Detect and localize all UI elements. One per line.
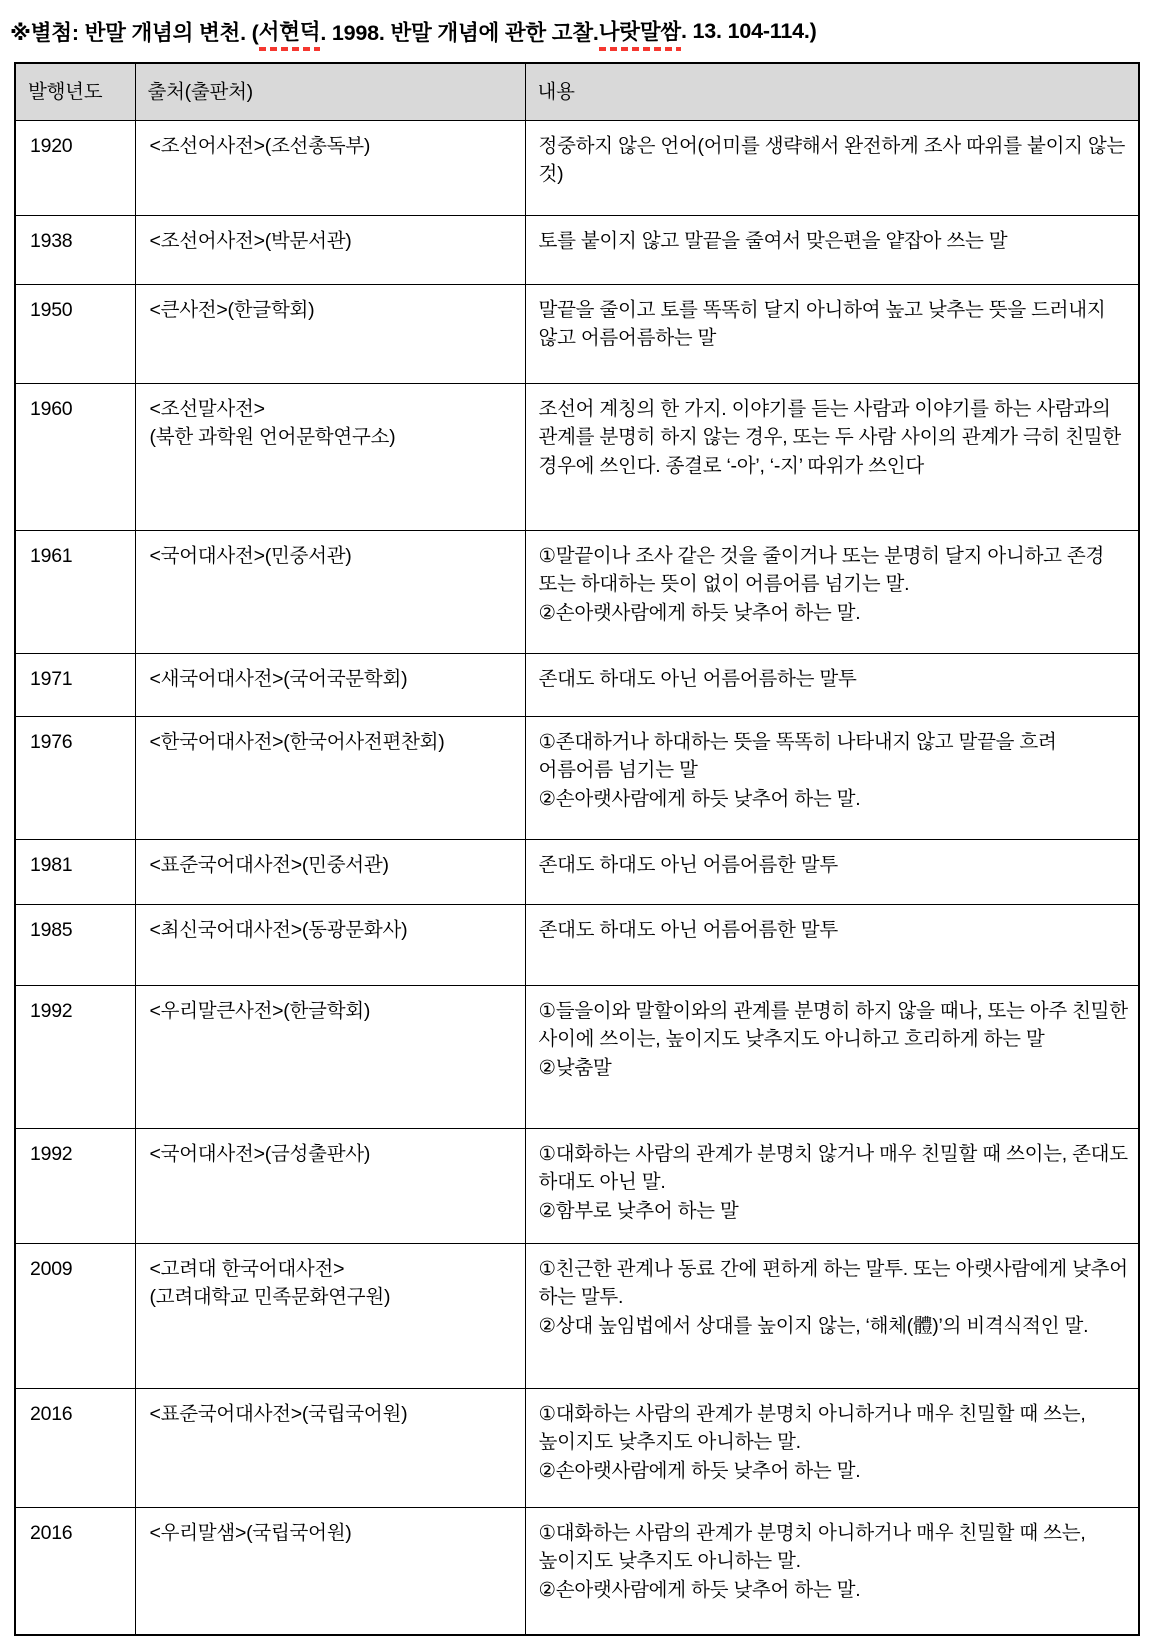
table-row xyxy=(15,384,1139,531)
table-row xyxy=(15,1244,1139,1389)
cell-content xyxy=(525,384,1139,531)
cell-year: 2009 xyxy=(15,1244,135,1389)
content-line: 조선어 계칭의 한 가지. 이야기를 듣는 사람과 이야기를 하는 사람과의 관계를 분명히 하지 않는 경우, 또는 두 사람 사이의 관계가 극히 친밀한 경우에 쓰인다. 종결로 ‘-아’, ‘-지’ 따위가 쓰인다 xyxy=(538,398,1121,477)
source-line: (북한 과학원 언어문학연구소) xyxy=(149,426,396,449)
cell-year: 1920 xyxy=(15,121,135,216)
variation-table xyxy=(14,62,1140,1636)
table-row xyxy=(15,1508,1139,1636)
source-line: (고려대학교 민족문화연구원) xyxy=(149,1286,391,1309)
cell-content xyxy=(525,840,1139,905)
title-underlined-segment: 나랏말쌈 xyxy=(599,15,681,47)
table-row xyxy=(15,121,1139,216)
column-header-content: 내용 xyxy=(525,63,1139,121)
content-line: ①존대하거나 하대하는 뜻을 똑똑히 나타내지 않고 말끝을 흐려 어름어름 넘기는 말 xyxy=(538,731,1057,782)
content-line: ①대화하는 사람의 관계가 분명치 아니하거나 매우 친밀할 때 쓰는, 높이지도 낮추지도 아니하는 말. xyxy=(538,1522,1086,1573)
cell-source xyxy=(135,717,525,840)
cell-content xyxy=(525,905,1139,986)
table-row xyxy=(15,840,1139,905)
content-line: ②손아랫사람에게 하듯 낮추어 하는 말. xyxy=(538,601,861,624)
cell-content xyxy=(525,1389,1139,1508)
table-header-row xyxy=(15,63,1139,121)
source-line: <표준국어대사전>(국립국어원) xyxy=(149,1403,408,1425)
column-header-source: 출처(출판처) xyxy=(135,63,525,121)
content-line: ①들을이와 말할이와의 관계를 분명히 하지 않을 때나, 또는 아주 친밀한 사이에 쓰이는, 높이지도 낮추지도 아니하고 흐리하게 하는 말 xyxy=(538,1000,1128,1051)
cell-source xyxy=(135,1244,525,1389)
cell-year: 1976 xyxy=(15,717,135,840)
cell-source xyxy=(135,905,525,986)
cell-source xyxy=(135,216,525,285)
table-row xyxy=(15,1129,1139,1244)
content-line: ①대화하는 사람의 관계가 분명치 아니하거나 매우 친밀할 때 쓰는, 높이지도 낮추지도 아니하는 말. xyxy=(538,1403,1086,1454)
cell-content xyxy=(525,216,1139,285)
source-line: <조선말사전> xyxy=(149,398,265,420)
content-line: ②상대 높임법에서 상대를 높이지 않는, ‘해체(體)’의 비격식적인 말. xyxy=(538,1314,1089,1337)
cell-source xyxy=(135,285,525,384)
cell-year: 1981 xyxy=(15,840,135,905)
cell-source xyxy=(135,986,525,1129)
cell-content xyxy=(525,285,1139,384)
content-line: 존대도 하대도 아닌 어름어름한 말투 xyxy=(538,919,838,941)
cell-source xyxy=(135,121,525,216)
cell-content xyxy=(525,1508,1139,1636)
table-header xyxy=(15,63,1139,121)
cell-year: 1992 xyxy=(15,986,135,1129)
source-line: <큰사전>(한글학회) xyxy=(149,299,315,321)
content-line: ②함부로 낮추어 하는 말 xyxy=(538,1199,739,1222)
source-line: <국어대사전>(금성출판사) xyxy=(149,1143,371,1165)
cell-content xyxy=(525,1244,1139,1389)
cell-content xyxy=(525,654,1139,717)
source-line: <표준국어대사전>(민중서관) xyxy=(149,854,389,876)
content-line: 존대도 하대도 아닌 어름어름하는 말투 xyxy=(538,668,857,690)
content-line: 토를 붙이지 않고 말끝을 줄여서 맞은편을 얕잡아 쓰는 말 xyxy=(538,230,1008,252)
cell-content xyxy=(525,717,1139,840)
content-line: 존대도 하대도 아닌 어름어름한 말투 xyxy=(538,854,838,876)
content-line: ②낮춤말 xyxy=(538,1056,612,1079)
cell-source xyxy=(135,840,525,905)
cell-content xyxy=(525,1129,1139,1244)
cell-year: 2016 xyxy=(15,1508,135,1636)
page-title xyxy=(10,14,1150,48)
content-line: ②손아랫사람에게 하듯 낮추어 하는 말. xyxy=(538,1459,861,1482)
table-row xyxy=(15,654,1139,717)
table-row xyxy=(15,531,1139,654)
cell-year: 2016 xyxy=(15,1389,135,1508)
title-segment: ※별첨: 반말 개념의 변천. ( xyxy=(10,20,259,45)
table-row xyxy=(15,1389,1139,1508)
source-line: <우리말샘>(국립국어원) xyxy=(149,1522,352,1544)
source-line: <국어대사전>(민중서관) xyxy=(149,545,352,567)
source-line: <우리말큰사전>(한글학회) xyxy=(149,1000,371,1022)
cell-content xyxy=(525,986,1139,1129)
cell-content xyxy=(525,531,1139,654)
cell-source xyxy=(135,1508,525,1636)
title-segment: . 1998. 반말 개념에 관한 고찰. xyxy=(320,20,599,45)
source-line: <고려대 한국어대사전> xyxy=(149,1258,345,1280)
cell-year: 1938 xyxy=(15,216,135,285)
cell-source xyxy=(135,1389,525,1508)
table-body xyxy=(15,121,1139,1636)
cell-source xyxy=(135,384,525,531)
table-row xyxy=(15,986,1139,1129)
cell-source xyxy=(135,1129,525,1244)
content-line: 말끝을 줄이고 토를 똑똑히 달지 아니하여 높고 낮추는 뜻을 드러내지 않고 어름어름하는 말 xyxy=(538,299,1106,350)
cell-content xyxy=(525,121,1139,216)
content-line: 정중하지 않은 언어(어미를 생략해서 완전하게 조사 따위를 붙이지 않는 것) xyxy=(538,135,1126,186)
table-row xyxy=(15,216,1139,285)
cell-year: 1950 xyxy=(15,285,135,384)
variation-table-wrapper xyxy=(14,62,1138,1636)
content-line: ①친근한 관계나 동료 간에 편하게 하는 말투. 또는 아랫사람에게 낮추어 하는 말투. xyxy=(538,1258,1128,1309)
source-line: <조선어사전>(조선총독부) xyxy=(149,135,371,157)
table-row xyxy=(15,717,1139,840)
source-line: <최신국어대사전>(동광문화사) xyxy=(149,919,408,941)
content-line: ②손아랫사람에게 하듯 낮추어 하는 말. xyxy=(538,787,861,810)
content-line: ①말끝이나 조사 같은 것을 줄이거나 또는 분명히 달지 아니하고 존경 또는 하대하는 뜻이 없이 어름어름 넘기는 말. xyxy=(538,545,1105,596)
source-line: <조선어사전>(박문서관) xyxy=(149,230,352,252)
cell-source xyxy=(135,654,525,717)
cell-year: 1960 xyxy=(15,384,135,531)
cell-year: 1992 xyxy=(15,1129,135,1244)
title-segment: . 13. 104-114.) xyxy=(680,18,817,43)
source-line: <새국어대사전>(국어국문학회) xyxy=(149,668,408,690)
cell-source xyxy=(135,531,525,654)
title-underlined-segment: 서현덕 xyxy=(259,15,321,47)
content-line: ①대화하는 사람의 관계가 분명치 않거나 매우 친밀할 때 쓰이는, 존대도 하대도 아닌 말. xyxy=(538,1143,1128,1194)
source-line: <한국어대사전>(한국어사전편찬회) xyxy=(149,731,445,753)
column-header-year: 발행년도 xyxy=(15,63,135,121)
cell-year: 1961 xyxy=(15,531,135,654)
content-line: ②손아랫사람에게 하듯 낮추어 하는 말. xyxy=(538,1578,861,1601)
table-row xyxy=(15,285,1139,384)
table-row xyxy=(15,905,1139,986)
cell-year: 1971 xyxy=(15,654,135,717)
cell-year: 1985 xyxy=(15,905,135,986)
